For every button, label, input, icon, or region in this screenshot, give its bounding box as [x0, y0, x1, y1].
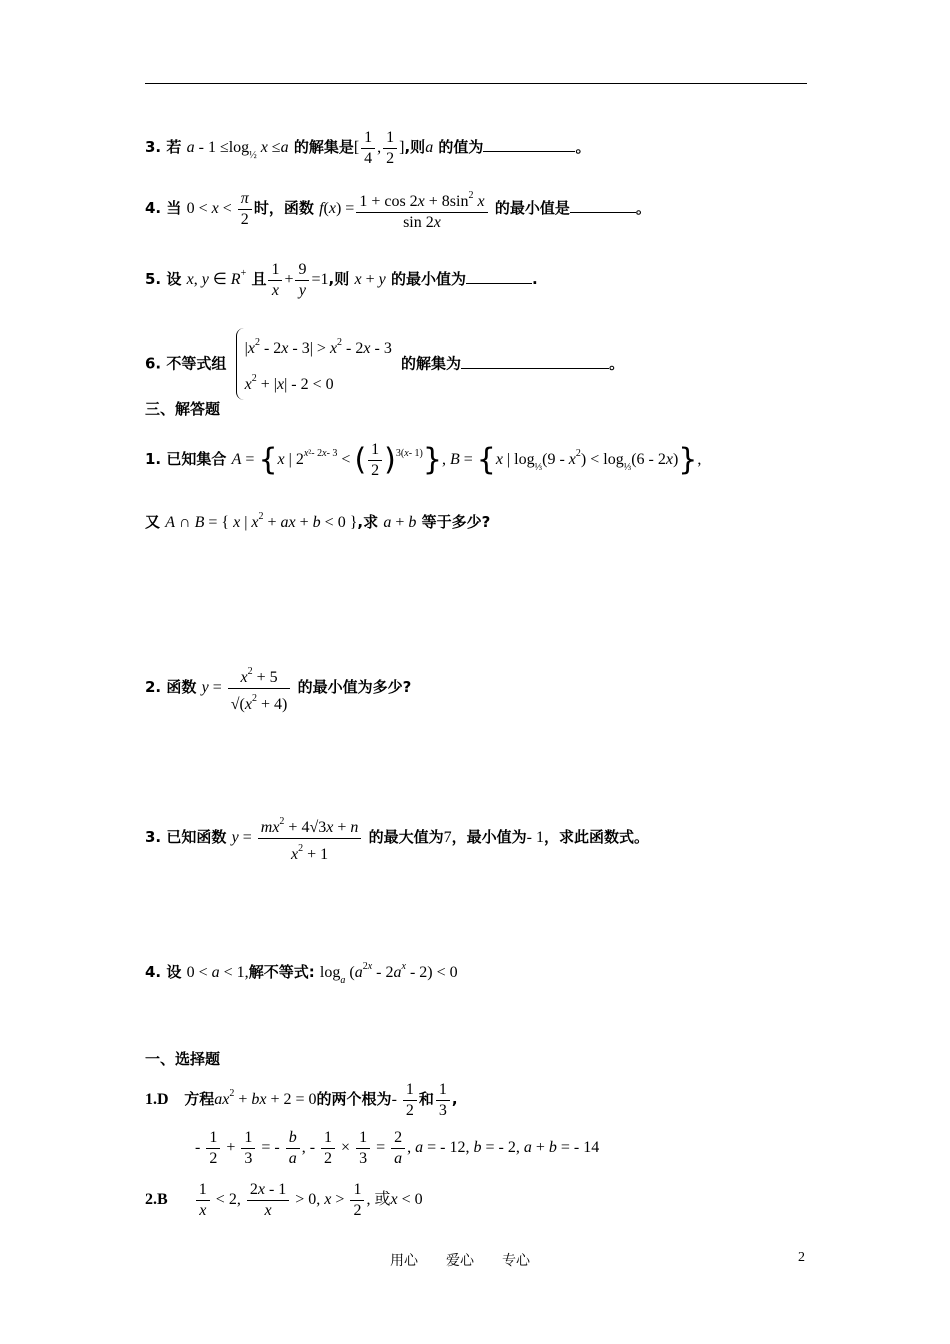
math-expression: - $\frac{1}{2}$ + $\frac{1}{3}$ = - $\frac{b}{a}$ , - $\frac{1}{2}$ × $\frac{1}{3}$ = $\frac{2}{a}$ , a = - 12, b = - 2, a + b = - 14 [195, 1129, 600, 1167]
math-expression: A ∩ B = { x | $x^2$ + ax + b < 0 } [165, 511, 358, 531]
question-text: ,则 [404, 138, 426, 157]
math-expression: x + y [354, 271, 386, 289]
answer-text: 的两个根为 [316, 1090, 392, 1109]
question-text: 的最小值是 [494, 199, 570, 218]
answer-label: 2.B [145, 1191, 168, 1209]
question-text: 。 [609, 354, 625, 373]
answer-text: , [451, 1090, 458, 1109]
question-text: 的最大值为 [368, 828, 444, 847]
answer-text: 方程 [184, 1090, 215, 1109]
question-number: 5. [145, 270, 162, 289]
question-text: ，求此函数式。 [543, 828, 649, 847]
answer-label: 1.D [145, 1091, 169, 1109]
answer-blank [466, 269, 532, 284]
question-text: 函数 [166, 678, 197, 697]
question-solve-1 [145, 440, 701, 481]
question-fill-3 [145, 128, 590, 169]
question-fill-5 [145, 260, 538, 301]
footer-text: 爱心 [446, 1253, 474, 1269]
math-expression: - $\frac{1}{2}$ [392, 1091, 419, 1108]
question-text: 设 [166, 270, 182, 289]
math-expression: f(x) = $\frac{1 + \cos 2x + 8\sin^2 x}{\sin 2x}$ [319, 200, 490, 217]
question-solve-3 [145, 812, 649, 865]
question-text: 解不等式: [248, 963, 315, 981]
question-fill-4 [145, 186, 651, 233]
question-text: ,求 [357, 513, 379, 531]
question-text: ，最小值为 [451, 828, 527, 847]
math-expression: $ax^2$ + bx + 2 = 0 [214, 1088, 317, 1109]
question-text: 设 [166, 963, 182, 981]
math-expression: $a - 1 \le\log_{\frac{1}{2}}$ x ≤a [186, 139, 289, 162]
question-text: 当 [166, 199, 182, 218]
page-footer [390, 1250, 558, 1270]
question-text: 若 [166, 138, 182, 157]
question-number: 4. [145, 199, 162, 218]
question-text: 的解集为 [401, 354, 462, 373]
answer-2 [145, 1180, 423, 1221]
question-text: 时，函数 [253, 199, 314, 218]
question-solve-1-cont [145, 506, 490, 534]
math-expression: y = $\frac{x^2 + 5}{√(x^2 + 4)}$ [202, 679, 293, 696]
math-expression: $\frac{1}{x}$ < 2, $\frac{2x - 1}{x}$ > 0, x > $\frac{1}{2}$ , 或x < 0 [194, 1191, 423, 1208]
footer-text: 专心 [502, 1253, 530, 1269]
question-text: . [531, 270, 538, 289]
math-expression: y = $\frac{mx^2 + 4√3x + n}{x^2 + 1}$ [232, 829, 364, 846]
question-number: 3. [145, 138, 162, 157]
question-text: 的值为 [438, 138, 484, 157]
question-text: 不等式组 [166, 354, 227, 373]
question-solve-2 [145, 662, 411, 715]
answer-blank [461, 354, 609, 369]
page-number: 2 [798, 1250, 805, 1265]
math-expression: 0 < a < 1, [186, 964, 249, 981]
question-text: 的解集是 [293, 138, 354, 157]
question-solve-4 [145, 956, 458, 992]
math-expression: $\log_a (a^{2x} - 2a^x - 2) < 0$ [319, 961, 458, 986]
footer-text: 用心 [390, 1253, 418, 1269]
question-number: 4. [145, 963, 162, 981]
question-text: ,则 [328, 270, 350, 289]
question-number: 1. [145, 450, 162, 469]
math-expression: $\frac{1}{3}$ [434, 1091, 452, 1108]
header-rule [145, 83, 807, 84]
question-fill-6 [145, 328, 624, 400]
question-text: 已知集合 [166, 450, 227, 469]
math-expression: x, y ∈ R+ [186, 268, 247, 289]
question-text: 且 [251, 270, 267, 289]
question-text: 的最小值为多少? [297, 678, 412, 697]
question-number: 2. [145, 678, 162, 697]
math-expression: A = {x | $2^{x^2- 2x- 3}$ < ( $\frac{1}{2}$ )$^{3(x- 1)}$}, B = {x | $\log_{\frac{1}{3}}(9 - x^2) < \log_{\frac{1}{3}}(6 - 2x)$}, [231, 441, 702, 479]
answer-blank [570, 198, 636, 213]
math-value: - 1 [526, 829, 544, 847]
math-expression: [ $\frac{1}{4}$ , $\frac{1}{2}$ ] [353, 129, 405, 167]
question-text: 。 [575, 138, 591, 157]
section-title: 一、选择题 [145, 1050, 221, 1068]
math-value: 7 [443, 829, 452, 847]
inequality-system: $|x^2 - 2x - 3| > x^2 - 2x - 3$ $x^2 + |x| - 2 < 0$ [236, 328, 392, 400]
question-number: 3. [145, 828, 162, 847]
math-expression: a [425, 139, 434, 157]
math-expression: $\frac{1}{x}$ + $\frac{9}{y}$ =1 [266, 271, 328, 288]
question-number: 6. [145, 354, 162, 373]
question-text: 等于多少? [421, 513, 491, 531]
math-expression: a + b [383, 514, 417, 531]
answer-1 [145, 1080, 458, 1121]
question-text: 。 [635, 199, 651, 218]
math-expression: 0 < x < $\frac{\pi}{2}$ [187, 200, 254, 217]
question-text: 已知函数 [166, 828, 227, 847]
answer-text: 和 [418, 1090, 434, 1109]
answer-blank [483, 137, 575, 152]
answer-1-derivation [195, 1128, 599, 1169]
section-title: 三、解答题 [145, 400, 221, 418]
question-text: 又 [145, 513, 161, 531]
question-text: 的最小值为 [390, 270, 466, 289]
